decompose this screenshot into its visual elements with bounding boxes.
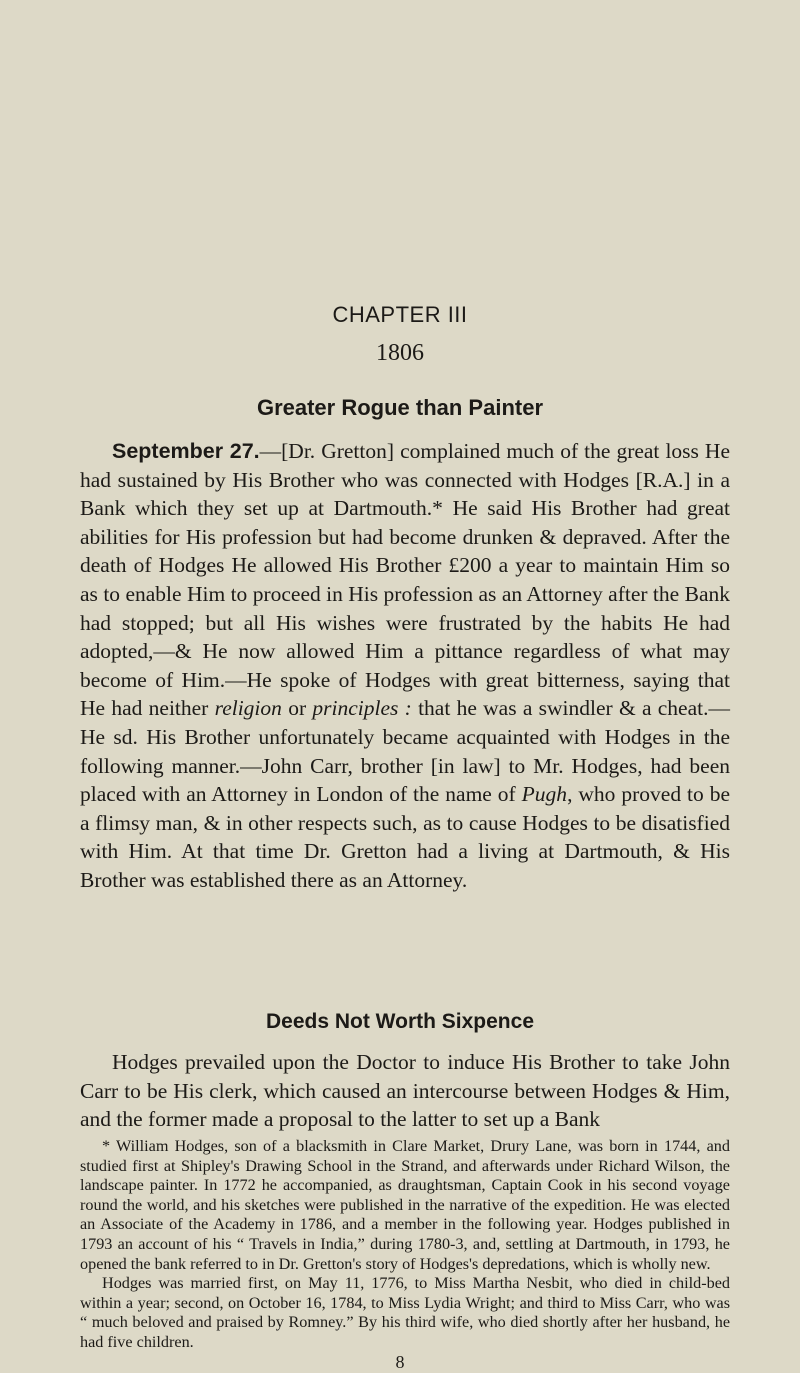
page-number: 8 — [395, 1352, 405, 1372]
paragraph-text: —[Dr. Gretton] complained much of the great loss He had sustained by His Brother who was connected with Hodges [R.A.] in a Bank which they set up at Dartmouth.* He said His Brother had great abilities for His profession but had become drunken & depraved. After the death of Hodges He allowed His Brother £200 a year to maintain Him so as to enable Him to proceed in His profession as an Attorney after the Bank had stopped; but all His wishes were frustrated by the habits He had adopted,—& He now allowed Him a pittance regardless of what may become of Him.—He spoke of Hodges with great bitterness, saying that He had neither — [80, 439, 730, 721]
section-subheading: Deeds Not Worth Sixpence — [266, 1010, 534, 1033]
chapter-label: CHAPTER III — [332, 302, 468, 327]
paragraph-text: , who proved to be a flimsy man, & in other respects such, as to cause Hodges to be disatisfied with Him. At that time Dr. Gretton had a living at Dartmouth, & His Brother was established there as an Attorney. — [80, 782, 731, 892]
chapter-year: 1806 — [376, 340, 424, 366]
paragraph-text: that he was a swindler & a cheat.—He sd. His Brother unfortunately became acquainted with Hodges in the following manner.—John Carr, brother [in law] to Mr. Hodges, had been placed with an Attorney in London of the name of — [80, 696, 730, 807]
footnote-paragraph-1: * William Hodges, son of a blacksmith in Clare Market, Drury Lane, was born in 1744, and studied first at Shipley's Drawing School in the Strand, and afterwards under Richard Wilson, the landscape painter. In 1772 he accompanied, as draughtsman, Captain Cook in his second voyage round the world, and his sketches were published in the narrative of the expedition. He was elected an Associate of the Academy in 1786, and a member in the following year. Hodges published in 1793 an account of his “ Travels in India,” during 1780-3, and, settling at Dartmouth, in 1793, he opened the bank referred to in Dr. Gretton's story of Hodges's depredations, which is wholly new. — [80, 1137, 730, 1273]
chapter-title: Greater Rogue than Painter — [256, 395, 544, 420]
emphasis-religion: religion — [214, 696, 282, 721]
entry-date: September 27. — [112, 439, 260, 463]
footnote-paragraph-2: Hodges was married first, on May 11, 1776, to Miss Martha Nesbit, who died in child-bed within a year; second, on October 16, 1784, to Miss Lydia Wright; and third to Miss Carr, who was “ much beloved and praised by Romney.” By his third wife, who died shortly after her husband, he had five children. — [80, 1274, 730, 1351]
emphasis-pugh: Pugh — [521, 782, 568, 807]
paragraph-text: or — [281, 696, 313, 721]
emphasis-principles: principles : — [312, 696, 412, 721]
body-paragraph-2: Hodges prevailed upon the Doctor to induce His Brother to take John Carr to be His clerk, which caused an intercourse between Hodges & Him, and the former made a proposal to the latter to set up a Bank — [80, 1050, 730, 1132]
body-paragraph-1 — [80, 437, 730, 895]
